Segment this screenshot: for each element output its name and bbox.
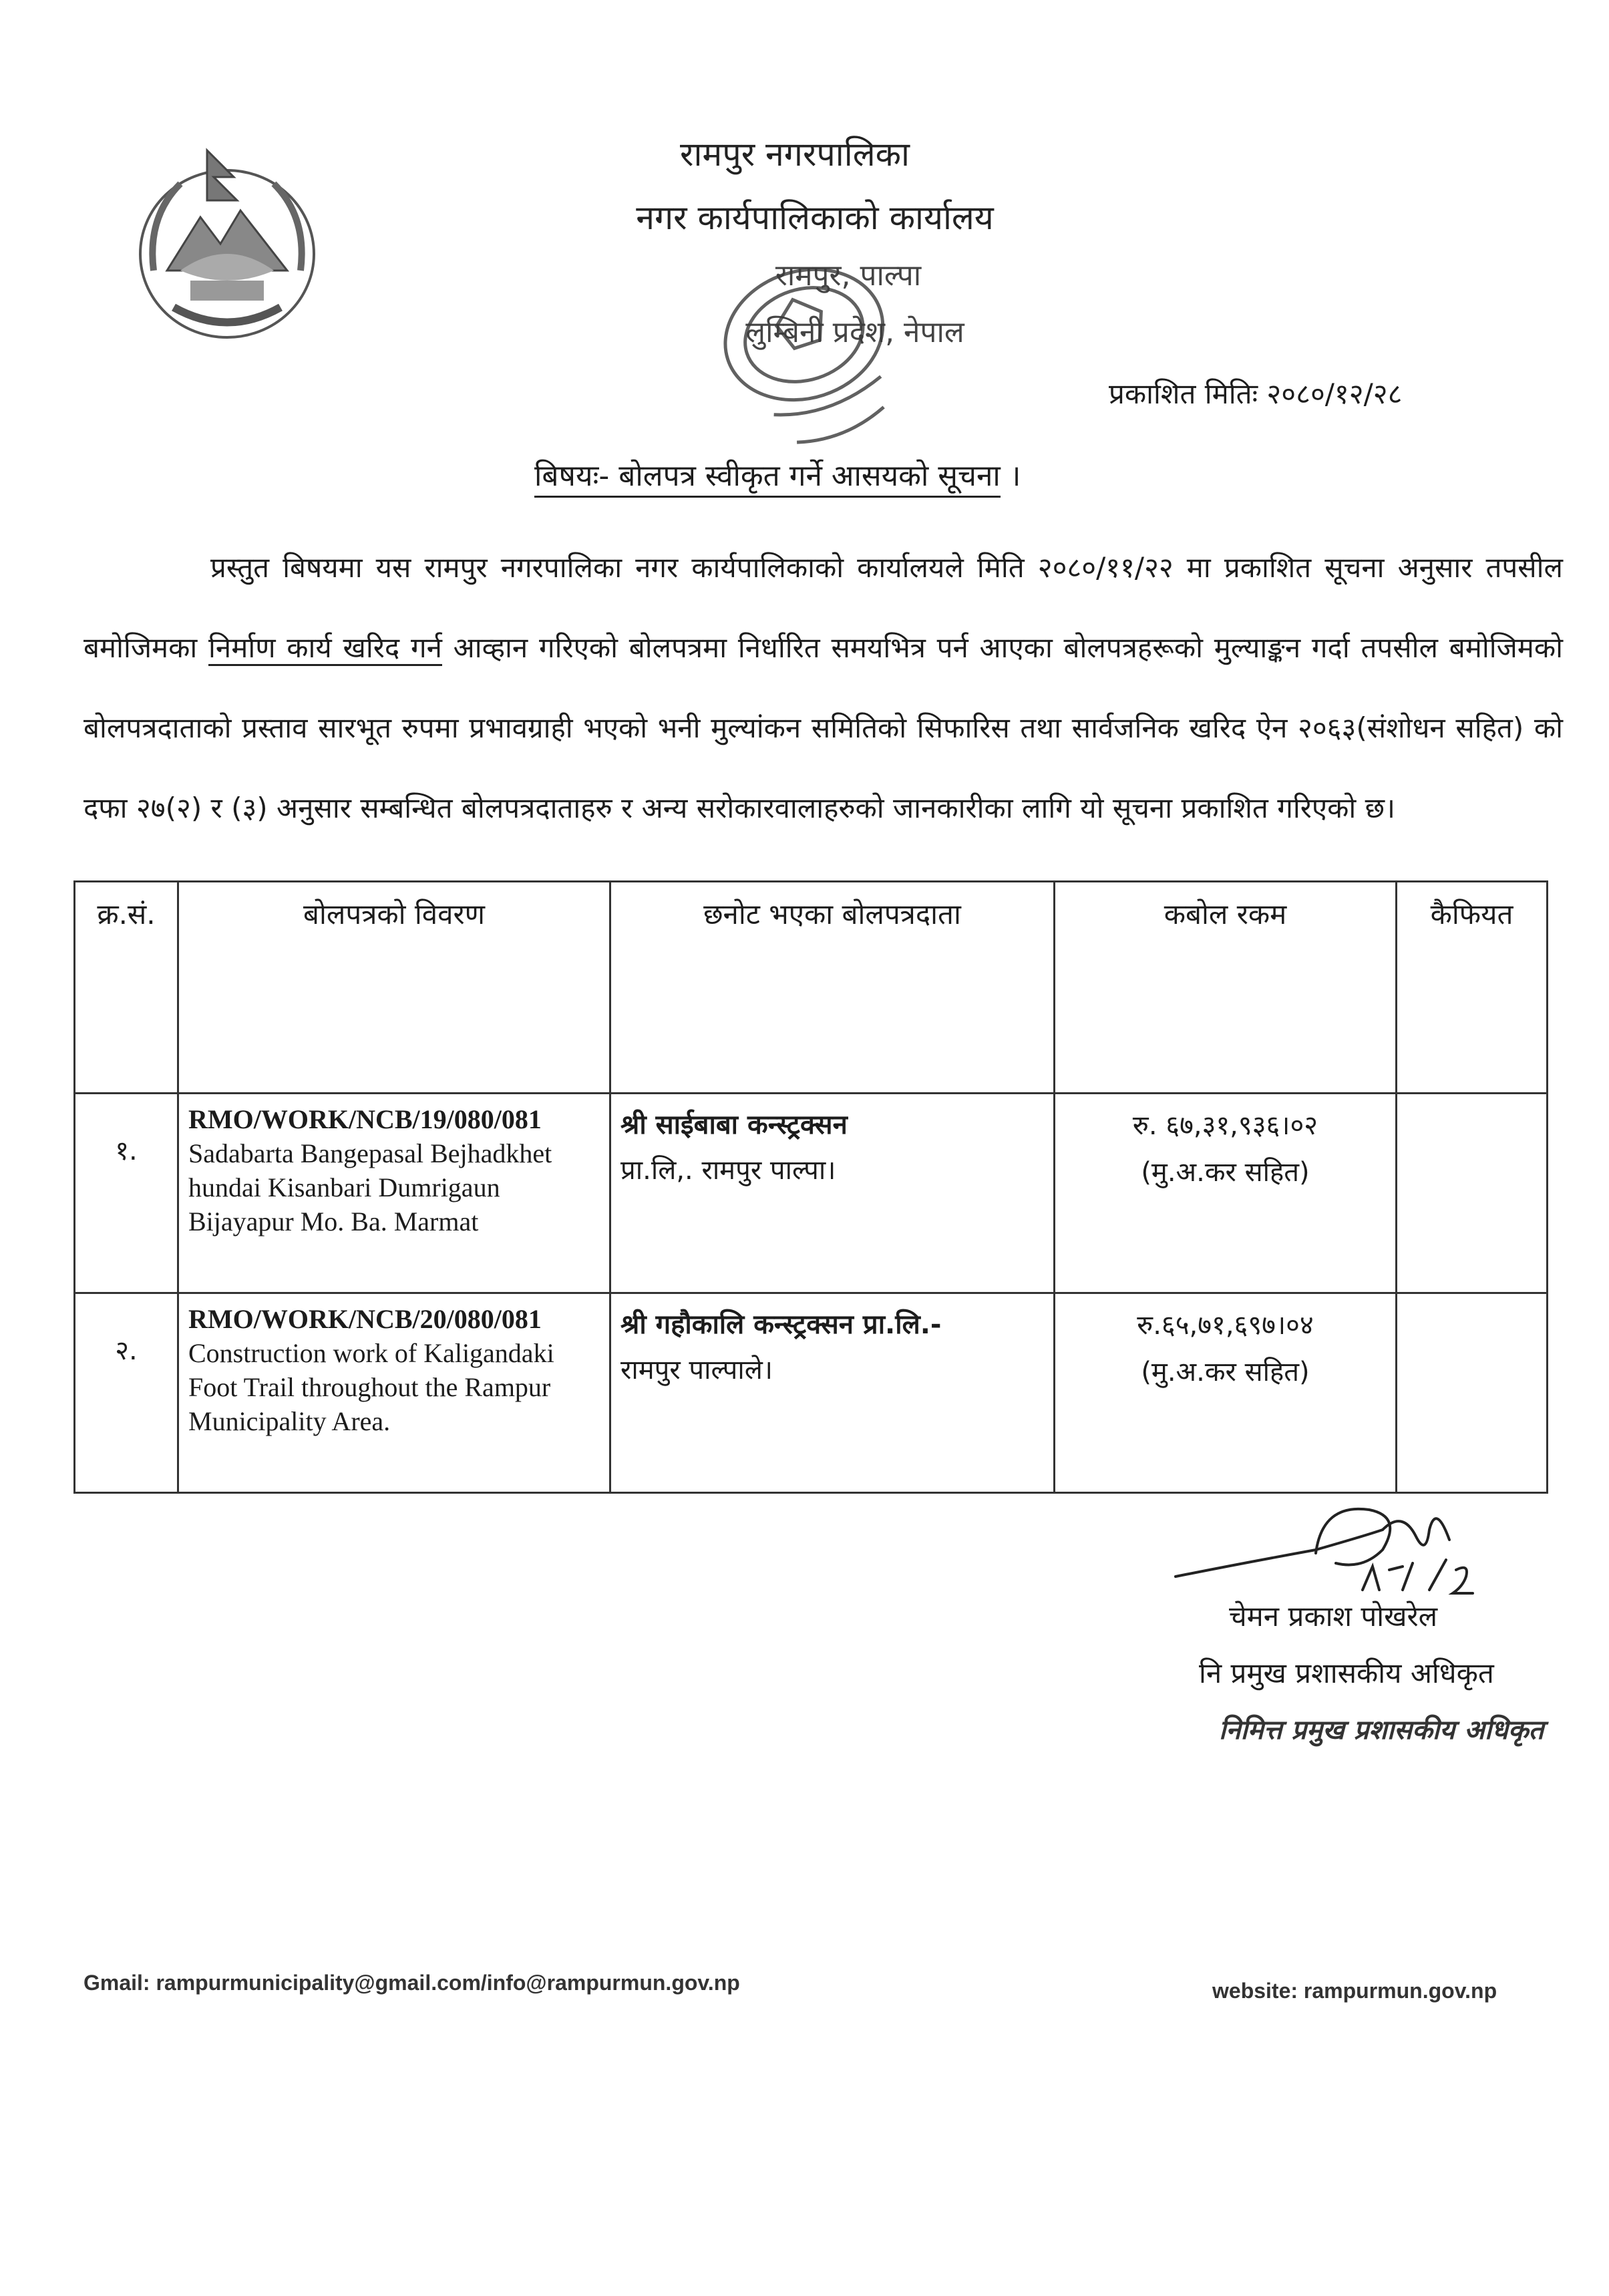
row-amount-note: (मु.अ.कर सहित) (1141, 1157, 1310, 1188)
signatory-name: चेमन प्रकाश पोखरेल (1229, 1600, 1438, 1633)
subject-suffix: । (1009, 459, 1021, 493)
bid-table (73, 880, 1548, 1494)
footer-email: Gmail: rampurmunicipality@gmail.com/info@rampurmun.gov.np (83, 1971, 740, 1995)
notice-body (83, 528, 1563, 848)
row-serial: २. (75, 1293, 178, 1493)
notice-subject (534, 454, 1021, 494)
header-bid-amount: कबोल रकम (1055, 882, 1397, 1094)
row-bidder (610, 1094, 1055, 1293)
row-remarks (1397, 1293, 1548, 1493)
row-bidder-location: प्रा.लि,. रामपुर पाल्पा। (620, 1155, 836, 1186)
office-seal-stamp (668, 234, 948, 461)
table-row (75, 1293, 1548, 1493)
row-amount (1055, 1094, 1397, 1293)
published-date (1109, 374, 1402, 412)
row-bidder-firm: श्री साईबाबा कन्स्ट्रक्सन (620, 1110, 848, 1140)
table-header-row (75, 882, 1548, 1094)
header-municipality-name: रामपुर नगरपालिका (680, 135, 910, 174)
subject-prefix: बिषयः- (534, 459, 610, 493)
footer-website: website: rampurmun.gov.np (1212, 1979, 1497, 2003)
body-part2: आव्हान गरिएको बोलपत्रमा निर्धारित समयभित्र पर्न आएका बोलपत्रहरूको मुल्याङ्कन गर्दा तपसील बमोजिमको बोलपत्रदाताको प्रस्ताव सारभूत रुपमा प्रभावग्राही भएको भनी मुल्यांकन समितिको सिफारिस तथा सार्वजनिक खरिद ऐन २०६३(संशोधन सहित) को दफा २७(२) र (३) अनुसार सम्बन्धित बोलपत्रदाताहरु र अन्य सरोकारवालाहरुको जानकारीका लागि यो सूचना प्रकाशित गरिएको छ। (83, 631, 1563, 824)
header-province: लुम्बिनी प्रदेश, नेपाल (745, 315, 964, 349)
row-description (178, 1094, 610, 1293)
table-row (75, 1094, 1548, 1293)
published-date-label: प्रकाशित मितिः (1109, 377, 1258, 410)
row-reference: RMO/WORK/NCB/19/080/081 (188, 1104, 542, 1134)
signatory-title: नि प्रमुख प्रशासकीय अधिकृत (1199, 1657, 1494, 1689)
header-description: बोलपत्रको विवरण (178, 882, 610, 1094)
nepal-emblem-icon (127, 137, 327, 351)
handwritten-signature (1162, 1490, 1509, 1603)
row-amount (1055, 1293, 1397, 1493)
row-bidder (610, 1293, 1055, 1493)
body-part1: प्रस्तुत बिषयमा यस रामपुर नगरपालिका नगर कार्यपालिकाको कार्यालयले मिति २०८०/११/२२ मा प्रकाशित सूचना अनुसार तपसील बमोजिमका (83, 551, 1563, 664)
signatory-stamp: निमित्त प्रमुख प्रशासकीय अधिकृत (1219, 1715, 1544, 1746)
body-underlined-phrase: निर्माण कार्य खरिद गर्न (208, 631, 442, 666)
row-reference: RMO/WORK/NCB/20/080/081 (188, 1304, 542, 1334)
header-selected-bidder: छनोट भएका बोलपत्रदाता (610, 882, 1055, 1094)
header-location: रामपुर, पाल्पा (775, 259, 922, 293)
row-description (178, 1293, 610, 1493)
header-remarks: कैफियत (1397, 882, 1548, 1094)
row-serial: १. (75, 1094, 178, 1293)
row-bidder-firm: श्री गहौकालि कन्स्ट्रक्सन प्रा.लि.- (620, 1309, 942, 1340)
row-work-name: Sadabarta Bangepasal Bejhadkhet hundai Kisanbari Dumrigaun Bijayapur Mo. Ba. Marmat (188, 1138, 552, 1237)
row-amount-value: रु. ६७,३१,९३६।०२ (1132, 1110, 1318, 1141)
published-date-value: २०८०/१२/२८ (1266, 377, 1403, 410)
subject-text: बोलपत्र स्वीकृत गर्ने आसयको सूचना (618, 459, 1001, 493)
header-serial: क्र.सं. (75, 882, 178, 1094)
header-office-name: नगर कार्यपालिकाको कार्यालय (636, 198, 994, 237)
row-bidder-location: रामपुर पाल्पाले। (620, 1355, 773, 1385)
row-work-name: Construction work of Kaligandaki Foot Trail throughout the Rampur Municipality Area. (188, 1338, 554, 1436)
row-amount-value: रु.६५,७१,६९७।०४ (1137, 1310, 1314, 1341)
row-amount-note: (मु.अ.कर सहित) (1141, 1357, 1310, 1387)
row-remarks (1397, 1094, 1548, 1293)
